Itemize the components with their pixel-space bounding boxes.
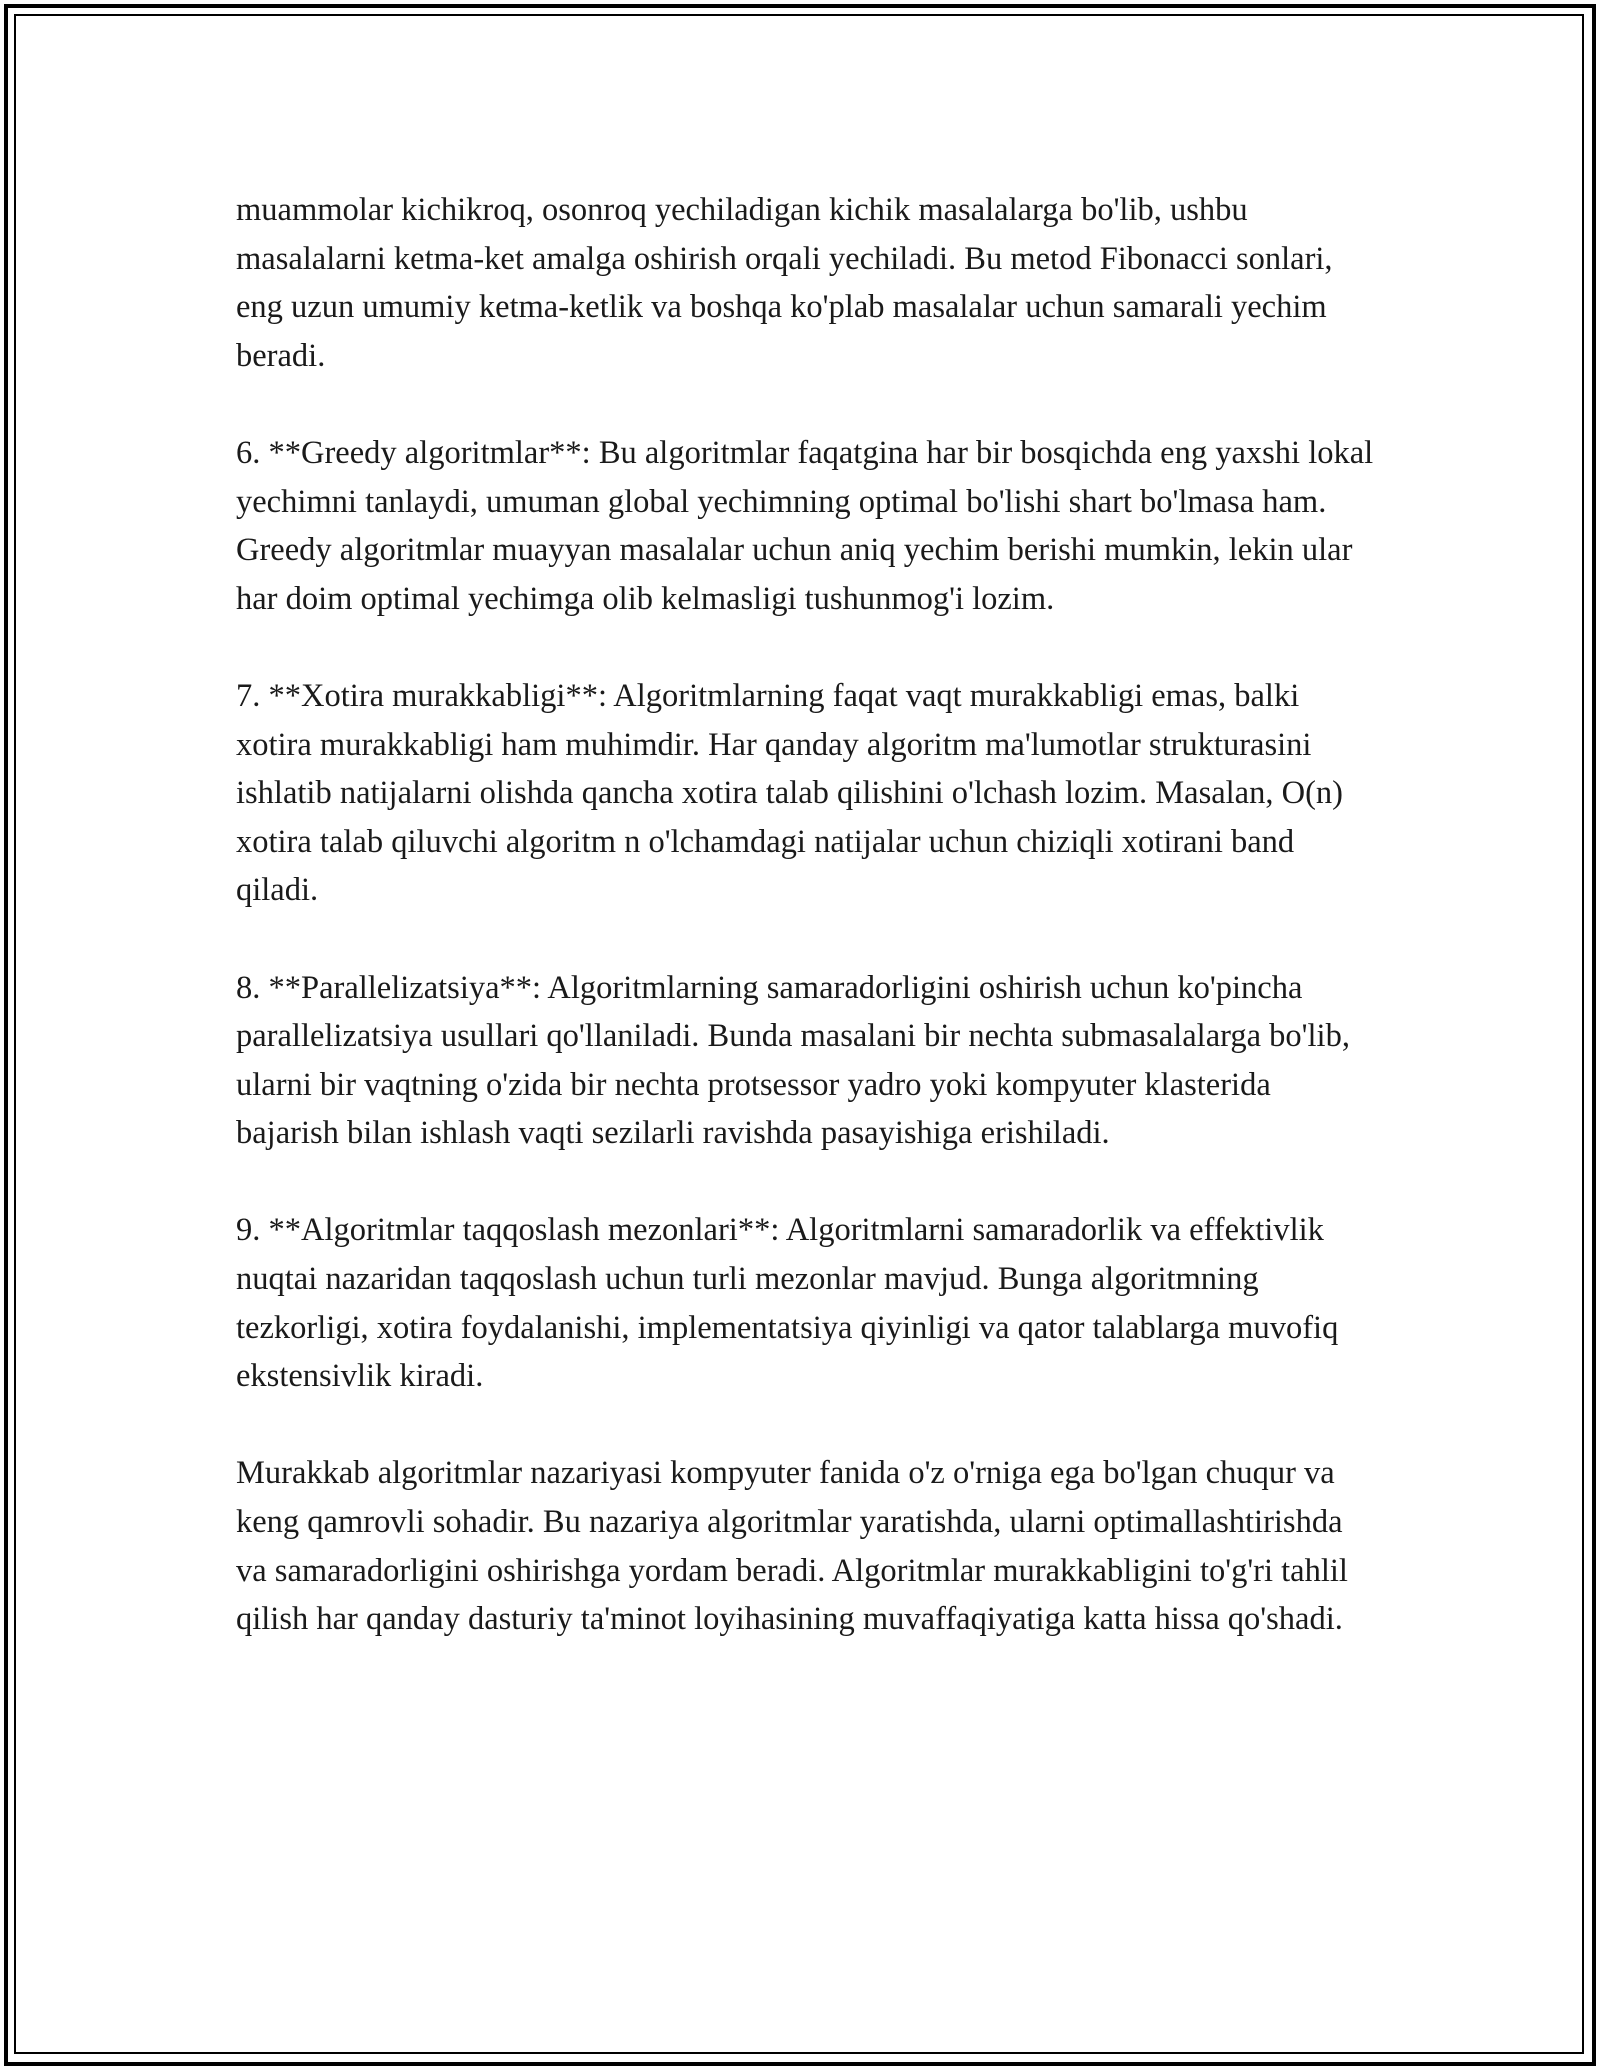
paragraph-comparison-criteria: 9. **Algoritmlar taqqoslash mezonlari**: Algoritmlarni samaradorlik va effektivlik nuqtai nazaridan taqqoslash uchun turli mezonlar mavjud. Bunga algoritmning tezkorligi, xotira foydalanishi, implementatsiya qiyinligi va qator talablarga muvofiq ekstensivlik kiradi. — [236, 1212, 1339, 1395]
paragraph-parallelization: 8. **Parallelizatsiya**: Algoritmlarning samaradorligini oshirish uchun ko'pincha parallelizatsiya usullari qo'llaniladi. Bunda masalani bir nechta submasalalarga bo'lib, ularni bir vaqtning o'zida bir nechta protsessor yadro yoki kompyuter klasterida bajarish bilan ishlash vaqti sezilarli ravishda pasayishiga erishiladi. — [236, 969, 1350, 1152]
paragraph-memory-complexity: 7. **Xotira murakkabligi**: Algoritmlarning faqat vaqt murakkabligi emas, balki xotira murakkabligi ham muhimdir. Har qanday algoritm ma'lumotlar strukturasini ishlatib natijalarni olishda qancha xotira talab qilishini o'lchash lozim. Masalan, O(n) xotira talab qiluvchi algoritm n o'lchamdagi natijalar uchun chiziqli xotirani band qiladi. — [236, 677, 1343, 909]
paragraph-conclusion: Murakkab algoritmlar nazariyasi kompyuter fanida o'z o'rniga ega bo'lgan chuqur va keng qamrovli sohadir. Bu nazariya algoritmlar yaratishda, ularni optimallashtirishda va samaradorligini oshirishga yordam beradi. Algoritmlar murakkabligini to'g'ri tahlil qilish har qanday dasturiy ta'minot loyihasining muvaffaqiyatiga katta hissa qo'shadi. — [236, 1455, 1348, 1638]
paragraph-dynamic-programming-continued: muammolar kichikroq, osonroq yechiladigan kichik masalalarga bo'lib, ushbu masalalarni ketma-ket amalga oshirish orqali yechiladi. Bu metod Fibonacci sonlari, eng uzun umumiy ketma-ketlik va boshqa ko'plab masalalar uchun samarali yechim beradi. — [236, 192, 1333, 374]
document-body — [236, 186, 1376, 1644]
paragraph-greedy-algorithms: 6. **Greedy algoritmlar**: Bu algoritmlar faqatgina har bir bosqichda eng yaxshi lokal yechimni tanlaydi, umuman global yechimning optimal bo'lishi shart bo'lmasa ham. Greedy algoritmlar muayyan masalalar uchun aniq yechim berishi mumkin, lekin ular har doim optimal yechimga olib kelmasligi tushunmog'i lozim. — [236, 434, 1374, 617]
